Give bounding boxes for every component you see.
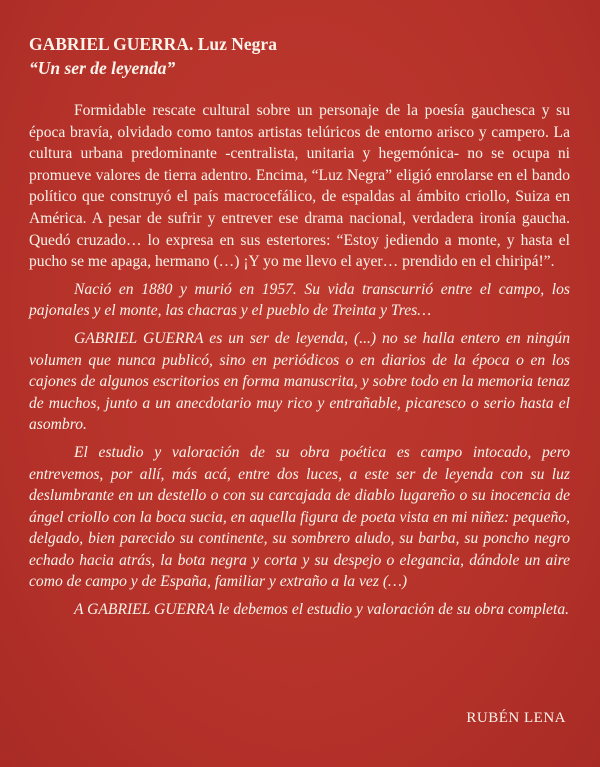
subtitle: “Un ser de leyenda”	[29, 58, 176, 78]
paragraph-4: El estudio y valoración de su obra poética es campo intocado, pero entrevemos, por allí, más acá, entre dos luces, a este ser de leyenda con su luz deslumbrante en un destello o con su carcajada de diablo lugareño o su inocencia de ángel criollo con la boca sucia, en aquella figura de poeta vista en mi niñez: pequeño, delgado, bien parecido su continente, su sombrero aludo, su barba, su poncho negro echado hacia atrás, la bota negra y corta y su despejo o elegancia, dándole un aire como de campo y de España, familiar y extraño a la vez (…)	[29, 443, 570, 591]
book-title: Luz Negra	[197, 34, 277, 54]
paragraph-1: Formidable rescate cultural sobre un personaje de la poesía gauchesca y su época bravía, olvidado como tantos artistas telúricos de entorno arisco y campero. La cultura urbana predominante -centralista, unitaria y hegemónica- no se ocupa ni promueve valores de tierra adentro. Encima, “Luz Negra” eligió enrolarse en el bando político que construyó el país macrocefálico, de espaldas al ámbito criollo, Suiza en América. A pesar de sufrir y entrever ese drama nacional, verdadera ironía gaucha. Quedó cruzado… lo expresa en sus estertores: “Estoy jediendo a monte, y hasta el pucho se me apaga, hermano (…) ¡Y yo me llevo el ayer… prendido en el chiripá!”.	[29, 102, 570, 271]
paragraph-2: Nació en 1880 y murió en 1957. Su vida transcurrió entre el campo, los pajonales y el monte, las chacras y el pueblo de Treinta y Tres…	[29, 280, 570, 320]
body-text	[29, 100, 570, 621]
author-signature: RUBÉN LENA	[466, 710, 566, 726]
paragraph-3: GABRIEL GUERRA es un ser de leyenda, (...) no se halla entero en ningún volumen que nunca publicó, sino en periódicos o en diarios de la época o en los cajones de algunos escritorios en forma manuscrita, y sobre todo en la memoria tenaz de muchos, junto a un anecdotario muy rico y entrañable, picaresco o serio hasta el asombro.	[29, 329, 570, 434]
paragraph-5: A GABRIEL GUERRA le debemos el estudio y valoración de su obra completa.	[74, 601, 570, 619]
page-title	[29, 33, 570, 56]
author-name: GABRIEL GUERRA.	[29, 34, 194, 54]
